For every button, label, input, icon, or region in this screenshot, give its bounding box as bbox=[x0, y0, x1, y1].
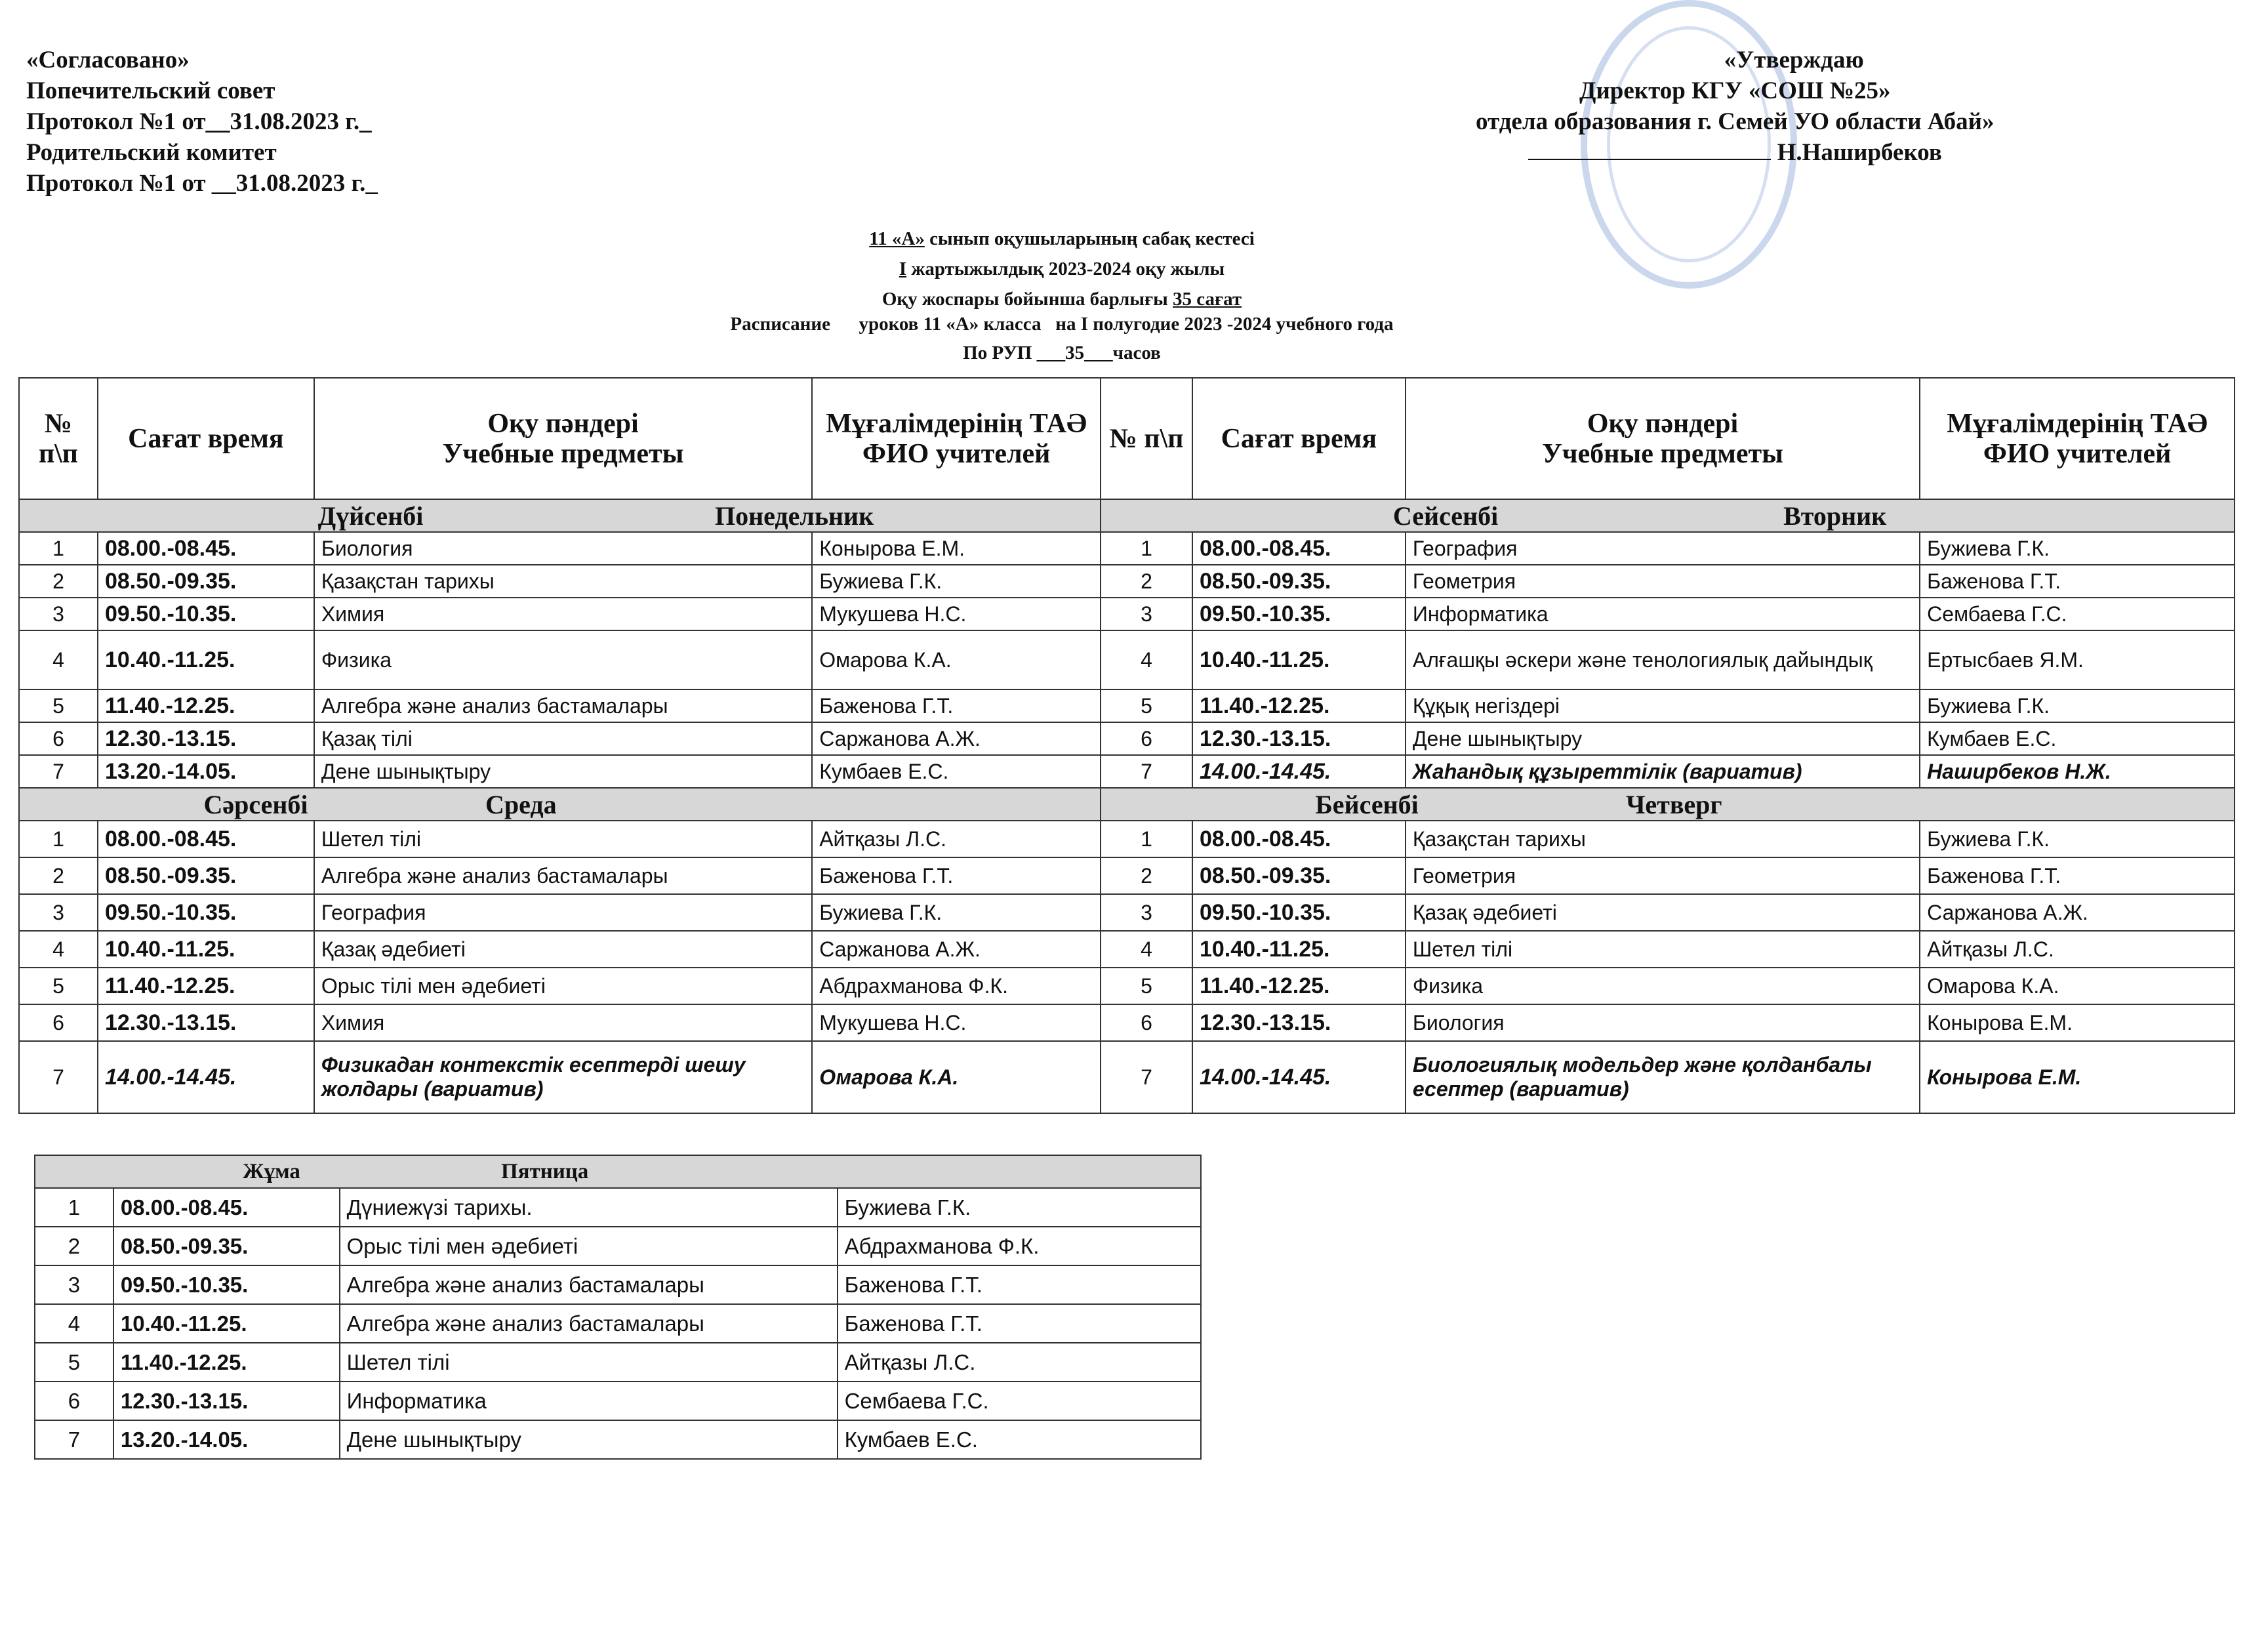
header-row bbox=[19, 378, 2235, 499]
lesson-subject: Дене шынықтыру bbox=[340, 1420, 838, 1459]
lesson-subject: Шетел тілі bbox=[340, 1343, 838, 1382]
wednesday-kz: Сәрсенбі bbox=[203, 789, 308, 819]
wednesday-ru: Среда bbox=[485, 789, 557, 819]
lesson-time: 14.00.-14.45. bbox=[98, 1041, 314, 1113]
lesson-teacher: Айтқазы Л.С. bbox=[1920, 931, 2235, 968]
lesson-number: 5 bbox=[35, 1343, 113, 1382]
day-wednesday bbox=[19, 788, 1101, 821]
monday-kz: Дүйсенбі bbox=[317, 501, 424, 531]
schedule-table-main bbox=[18, 377, 2235, 1114]
lesson-teacher: Баженова Г.Т. bbox=[812, 857, 1101, 894]
lesson-subject: Геометрия bbox=[1406, 857, 1920, 894]
lesson-teacher: Сембаева Г.С. bbox=[1920, 598, 2235, 630]
lesson-number: 7 bbox=[35, 1420, 113, 1459]
table-row bbox=[19, 894, 2235, 931]
monday-ru: Понедельник bbox=[715, 501, 874, 531]
lesson-teacher: Баженова Г.Т. bbox=[838, 1304, 1201, 1343]
col-time-2: Сағат время bbox=[1192, 378, 1406, 499]
lesson-number: 3 bbox=[19, 598, 98, 630]
lesson-number: 2 bbox=[19, 565, 98, 598]
signature bbox=[1528, 139, 1771, 160]
lesson-number: 2 bbox=[1101, 857, 1192, 894]
table-row bbox=[35, 1304, 1201, 1343]
lesson-teacher: Мукушева Н.С. bbox=[812, 598, 1101, 630]
lesson-subject: Қазақ тілі bbox=[314, 722, 812, 755]
table-row bbox=[19, 565, 2235, 598]
teacher-ru: ФИО учителей bbox=[862, 438, 1051, 469]
lesson-number: 1 bbox=[1101, 532, 1192, 565]
lesson-number: 1 bbox=[19, 532, 98, 565]
lesson-teacher: Наширбеков Н.Ж. bbox=[1920, 755, 2235, 788]
lesson-teacher: Сембаева Г.С. bbox=[838, 1382, 1201, 1420]
lesson-subject: Орыс тілі мен әдебиеті bbox=[340, 1227, 838, 1265]
lesson-teacher: Кумбаев Е.С. bbox=[838, 1420, 1201, 1459]
lesson-number: 6 bbox=[1101, 1004, 1192, 1041]
lesson-subject: Алғашқы әскери және тенологиялық дайындық bbox=[1406, 630, 1920, 689]
title-4a: Расписание bbox=[730, 314, 830, 335]
lesson-time: 11.40.-12.25. bbox=[1192, 689, 1406, 722]
subject-ru: Учебные предметы bbox=[442, 438, 684, 469]
approve-label: «Утверждаю bbox=[1724, 47, 1864, 73]
lesson-subject: Химия bbox=[314, 598, 812, 630]
lesson-teacher: Кумбаев Е.С. bbox=[1920, 722, 2235, 755]
table-row bbox=[35, 1188, 1201, 1227]
title-1-text: сынып оқушыларының сабақ кестесі bbox=[924, 228, 1255, 249]
lesson-teacher: Баженова Г.Т. bbox=[812, 689, 1101, 722]
lesson-subject: Қазақстан тарихы bbox=[314, 565, 812, 598]
lesson-teacher: Конырова Е.М. bbox=[1920, 1041, 2235, 1113]
lesson-time: 12.30.-13.15. bbox=[113, 1382, 340, 1420]
thursday-ru: Четверг bbox=[1626, 789, 1722, 819]
lesson-subject: Химия bbox=[314, 1004, 812, 1041]
col-num: № п\п bbox=[19, 378, 98, 499]
table-row bbox=[19, 821, 2235, 857]
day-row-fri bbox=[35, 1155, 1201, 1188]
lesson-time: 08.00.-08.45. bbox=[98, 821, 314, 857]
lesson-number: 2 bbox=[19, 857, 98, 894]
lesson-time: 11.40.-12.25. bbox=[98, 968, 314, 1004]
title-2-text: жартыжылдық 2023-2024 оқу жылы bbox=[906, 258, 1225, 279]
lesson-number: 2 bbox=[1101, 565, 1192, 598]
title-3-text: Оқу жоспары бойынша барлығы bbox=[881, 289, 1173, 310]
table-row bbox=[19, 931, 2235, 968]
schedule-table-friday bbox=[34, 1155, 1202, 1460]
lesson-subject: Қазақстан тарихы bbox=[1406, 821, 1920, 857]
lesson-time: 13.20.-14.05. bbox=[113, 1420, 340, 1459]
table-row bbox=[19, 857, 2235, 894]
lesson-subject: Қазақ әдебиеті bbox=[314, 931, 812, 968]
col-teacher-2 bbox=[1920, 378, 2235, 499]
lesson-teacher: Абдрахманова Ф.К. bbox=[838, 1227, 1201, 1265]
lesson-teacher: Бужиева Г.К. bbox=[1920, 821, 2235, 857]
protocol-2: Протокол №1 от __31.08.2023 г._ bbox=[26, 170, 378, 197]
lesson-number: 7 bbox=[1101, 1041, 1192, 1113]
lesson-time: 08.50.-09.35. bbox=[98, 857, 314, 894]
lesson-time: 11.40.-12.25. bbox=[1192, 968, 1406, 1004]
lesson-time: 08.00.-08.45. bbox=[1192, 532, 1406, 565]
lesson-teacher: Абдрахманова Ф.К. bbox=[812, 968, 1101, 1004]
table-row bbox=[19, 598, 2235, 630]
lesson-number: 3 bbox=[35, 1265, 113, 1304]
director-label: Директор КГУ «СОШ №25» bbox=[1579, 77, 1891, 104]
friday-ru: Пятница bbox=[501, 1159, 589, 1183]
lesson-time: 10.40.-11.25. bbox=[1192, 931, 1406, 968]
lesson-number: 7 bbox=[1101, 755, 1192, 788]
lesson-number: 5 bbox=[19, 968, 98, 1004]
lesson-teacher: Ертысбаев Я.М. bbox=[1920, 630, 2235, 689]
director-name: Н.Наширбеков bbox=[1777, 139, 1942, 166]
lesson-subject: Физика bbox=[1406, 968, 1920, 1004]
table-row bbox=[19, 532, 2235, 565]
lesson-time: 12.30.-13.15. bbox=[98, 722, 314, 755]
lesson-time: 10.40.-11.25. bbox=[98, 630, 314, 689]
parents-committee-label: Родительский комитет bbox=[26, 139, 277, 166]
lesson-teacher: Бужиева Г.К. bbox=[838, 1188, 1201, 1227]
lesson-time: 10.40.-11.25. bbox=[113, 1304, 340, 1343]
board-label: Попечительский совет bbox=[26, 77, 275, 104]
lesson-teacher: Бужиева Г.К. bbox=[1920, 532, 2235, 565]
lesson-number: 5 bbox=[19, 689, 98, 722]
lesson-subject: Физикадан контекстік есептерді шешу жолдары (вариатив) bbox=[314, 1041, 812, 1113]
lesson-time: 09.50.-10.35. bbox=[98, 598, 314, 630]
department-label: отдела образования г. Семей УО области Абай» bbox=[1476, 108, 1995, 135]
lesson-number: 7 bbox=[19, 1041, 98, 1113]
lesson-subject: Алгебра және анализ бастамалары bbox=[314, 689, 812, 722]
lesson-number: 5 bbox=[1101, 968, 1192, 1004]
lesson-subject: Биология bbox=[1406, 1004, 1920, 1041]
lesson-subject: Биологиялық модельдер және қолданбалы есептер (вариатив) bbox=[1406, 1041, 1920, 1113]
lesson-subject: Дүниежүзі тарихы. bbox=[340, 1188, 838, 1227]
lesson-teacher: Саржанова А.Ж. bbox=[812, 722, 1101, 755]
table-row bbox=[19, 1004, 2235, 1041]
lesson-time: 08.50.-09.35. bbox=[1192, 565, 1406, 598]
half-year-number: I bbox=[899, 258, 907, 279]
lesson-time: 11.40.-12.25. bbox=[98, 689, 314, 722]
title-4b: уроков 11 «А» класса bbox=[859, 314, 1042, 335]
lesson-number: 6 bbox=[35, 1382, 113, 1420]
thursday-kz: Бейсенбі bbox=[1315, 789, 1419, 819]
lesson-number: 2 bbox=[35, 1227, 113, 1265]
protocol-1: Протокол №1 от__31.08.2023 г._ bbox=[26, 108, 372, 135]
lesson-number: 1 bbox=[1101, 821, 1192, 857]
lesson-teacher: Саржанова А.Ж. bbox=[812, 931, 1101, 968]
lesson-subject: Алгебра және анализ бастамалары bbox=[314, 857, 812, 894]
lesson-time: 08.50.-09.35. bbox=[98, 565, 314, 598]
col-teacher bbox=[812, 378, 1101, 499]
table-row bbox=[35, 1265, 1201, 1304]
lesson-subject: Алгебра және анализ бастамалары bbox=[340, 1265, 838, 1304]
lesson-number: 4 bbox=[1101, 931, 1192, 968]
table-row bbox=[19, 755, 2235, 788]
lesson-time: 11.40.-12.25. bbox=[113, 1343, 340, 1382]
lesson-subject: Шетел тілі bbox=[1406, 931, 1920, 968]
agreed-label: «Согласовано» bbox=[26, 47, 190, 73]
title-line-4 bbox=[0, 314, 2196, 335]
total-hours: 35 сағат bbox=[1173, 289, 1242, 310]
day-tuesday bbox=[1101, 499, 2235, 532]
lesson-subject: Дене шынықтыру bbox=[1406, 722, 1920, 755]
tuesday-kz: Сейсенбі bbox=[1392, 501, 1499, 531]
approval-block-left bbox=[26, 45, 378, 199]
title-line-2 bbox=[0, 258, 2196, 280]
lesson-teacher: Конырова Е.М. bbox=[812, 532, 1101, 565]
lesson-teacher: Омарова К.А. bbox=[1920, 968, 2235, 1004]
lesson-number: 7 bbox=[19, 755, 98, 788]
lesson-time: 09.50.-10.35. bbox=[1192, 598, 1406, 630]
lesson-subject: Геометрия bbox=[1406, 565, 1920, 598]
col-num-2: № п\п bbox=[1101, 378, 1192, 499]
lesson-number: 6 bbox=[19, 1004, 98, 1041]
subject-kz: Оқу пәндері bbox=[1587, 408, 1739, 439]
lesson-time: 12.30.-13.15. bbox=[1192, 722, 1406, 755]
title-line-5: По РУП ___35___часов bbox=[963, 342, 1161, 363]
lesson-teacher: Бужиева Г.К. bbox=[812, 565, 1101, 598]
lesson-teacher: Баженова Г.Т. bbox=[1920, 565, 2235, 598]
table-row bbox=[35, 1382, 1201, 1420]
lesson-time: 13.20.-14.05. bbox=[98, 755, 314, 788]
class-name: 11 «А» bbox=[869, 228, 925, 249]
lesson-teacher: Омарова К.А. bbox=[812, 630, 1101, 689]
lesson-number: 3 bbox=[1101, 894, 1192, 931]
table-row bbox=[19, 722, 2235, 755]
lesson-subject: География bbox=[1406, 532, 1920, 565]
lesson-subject: Шетел тілі bbox=[314, 821, 812, 857]
lesson-time: 09.50.-10.35. bbox=[98, 894, 314, 931]
title-4c: на I полугодие 2023 -2024 учебного года bbox=[1055, 314, 1394, 335]
subject-kz: Оқу пәндері bbox=[487, 408, 639, 439]
title-line-3 bbox=[0, 289, 2196, 310]
day-row-mon-tue bbox=[19, 499, 2235, 532]
col-subject bbox=[314, 378, 812, 499]
lesson-time: 08.50.-09.35. bbox=[1192, 857, 1406, 894]
subject-ru: Учебные предметы bbox=[1542, 438, 1783, 469]
lesson-teacher: Саржанова А.Ж. bbox=[1920, 894, 2235, 931]
lesson-subject: Информатика bbox=[340, 1382, 838, 1420]
table-row bbox=[19, 1041, 2235, 1113]
lesson-time: 09.50.-10.35. bbox=[113, 1265, 340, 1304]
lesson-number: 1 bbox=[19, 821, 98, 857]
friday-kz: Жұма bbox=[243, 1159, 300, 1183]
day-row-wed-thu bbox=[19, 788, 2235, 821]
table-row bbox=[35, 1420, 1201, 1459]
lesson-teacher: Айтқазы Л.С. bbox=[838, 1343, 1201, 1382]
title-line-1 bbox=[0, 228, 2196, 250]
lesson-time: 08.00.-08.45. bbox=[113, 1188, 340, 1227]
lesson-time: 10.40.-11.25. bbox=[98, 931, 314, 968]
lesson-number: 3 bbox=[19, 894, 98, 931]
lesson-time: 09.50.-10.35. bbox=[1192, 894, 1406, 931]
table-row bbox=[35, 1227, 1201, 1265]
lesson-teacher: Омарова К.А. bbox=[812, 1041, 1101, 1113]
day-monday bbox=[19, 499, 1101, 532]
lesson-number: 4 bbox=[19, 630, 98, 689]
lesson-time: 12.30.-13.15. bbox=[1192, 1004, 1406, 1041]
lesson-teacher: Айтқазы Л.С. bbox=[812, 821, 1101, 857]
teacher-ru: ФИО учителей bbox=[1983, 438, 2172, 469]
lesson-time: 08.50.-09.35. bbox=[113, 1227, 340, 1265]
day-friday bbox=[35, 1155, 1201, 1188]
lesson-time: 10.40.-11.25. bbox=[1192, 630, 1406, 689]
lesson-time: 12.30.-13.15. bbox=[98, 1004, 314, 1041]
lesson-number: 4 bbox=[35, 1304, 113, 1343]
teacher-kz: Мұғалімдерінің ТАӘ bbox=[1947, 408, 2208, 439]
lesson-teacher: Конырова Е.М. bbox=[1920, 1004, 2235, 1041]
table-row bbox=[19, 630, 2235, 689]
signature-line bbox=[1476, 137, 1994, 168]
lesson-subject: Информатика bbox=[1406, 598, 1920, 630]
day-thursday bbox=[1101, 788, 2235, 821]
lesson-teacher: Баженова Г.Т. bbox=[838, 1265, 1201, 1304]
lesson-teacher: Баженова Г.Т. bbox=[1920, 857, 2235, 894]
lesson-time: 08.00.-08.45. bbox=[1192, 821, 1406, 857]
lesson-subject: Жаһандық құзыреттілік (вариатив) bbox=[1406, 755, 1920, 788]
lesson-number: 5 bbox=[1101, 689, 1192, 722]
lesson-subject: Қазақ әдебиеті bbox=[1406, 894, 1920, 931]
lesson-subject: Орыс тілі мен әдебиеті bbox=[314, 968, 812, 1004]
lesson-teacher: Бужиева Г.К. bbox=[812, 894, 1101, 931]
tuesday-ru: Вторник bbox=[1783, 501, 1887, 531]
lesson-subject: Алгебра және анализ бастамалары bbox=[340, 1304, 838, 1343]
lesson-time: 14.00.-14.45. bbox=[1192, 755, 1406, 788]
lesson-subject: Құқық негіздері bbox=[1406, 689, 1920, 722]
lesson-subject: Биология bbox=[314, 532, 812, 565]
lesson-subject: Дене шынықтыру bbox=[314, 755, 812, 788]
lesson-number: 4 bbox=[1101, 630, 1192, 689]
table-row bbox=[19, 689, 2235, 722]
approval-block-right bbox=[1476, 45, 1994, 168]
table-row bbox=[35, 1343, 1201, 1382]
lesson-teacher: Бужиева Г.К. bbox=[1920, 689, 2235, 722]
lesson-teacher: Мукушева Н.С. bbox=[812, 1004, 1101, 1041]
lesson-subject: Физика bbox=[314, 630, 812, 689]
lesson-teacher: Кумбаев Е.С. bbox=[812, 755, 1101, 788]
lesson-number: 4 bbox=[19, 931, 98, 968]
lesson-time: 14.00.-14.45. bbox=[1192, 1041, 1406, 1113]
col-time: Сағат время bbox=[98, 378, 314, 499]
lesson-time: 08.00.-08.45. bbox=[98, 532, 314, 565]
lesson-subject: География bbox=[314, 894, 812, 931]
table-row bbox=[19, 968, 2235, 1004]
lesson-number: 6 bbox=[1101, 722, 1192, 755]
lesson-number: 6 bbox=[19, 722, 98, 755]
col-subject-2 bbox=[1406, 378, 1920, 499]
lesson-number: 1 bbox=[35, 1188, 113, 1227]
teacher-kz: Мұғалімдерінің ТАӘ bbox=[826, 408, 1087, 439]
lesson-number: 3 bbox=[1101, 598, 1192, 630]
